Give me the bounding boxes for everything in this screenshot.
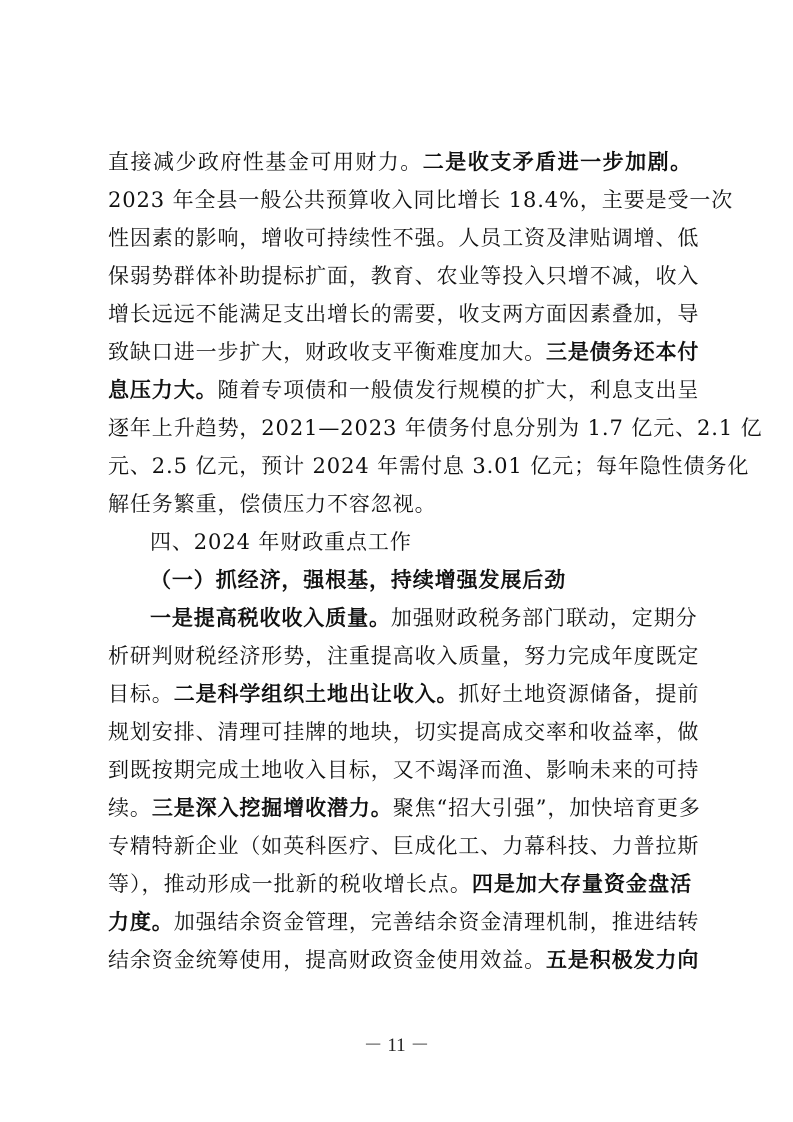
subsection-heading: （一）抓经济，强根基，持续增强发展后劲 bbox=[150, 567, 567, 592]
text-line: 增长远远不能满足支出增长的需要，收支两方面因素叠加，导 bbox=[108, 302, 700, 326]
text-line: 性因素的影响，增收可持续性不强。人员工资及津贴调增、低 bbox=[108, 226, 700, 250]
text-line: 力度。加强结余资金管理，完善结余资金清理机制，推进结转 bbox=[108, 909, 700, 934]
text-line: 到既按期完成土地收入目标，又不竭泽而渔、影响未来的可持 bbox=[108, 758, 700, 782]
text-line: 规划安排、清理可挂牌的地块，切实提高成交率和收益率，做 bbox=[108, 720, 700, 744]
text-line: 等），推动形成一批新的税收增长点。四是加大存量资金盘活 bbox=[108, 871, 692, 896]
text-line: 2023 年全县一般公共预算收入同比增长 18.4%，主要是受一次 bbox=[108, 188, 734, 212]
text-line: 保弱势群体补助提标扩面，教育、农业等投入只增不减，收入 bbox=[108, 264, 700, 288]
text-line: 续。三是深入挖掘增收潜力。聚焦“招大引强”，加快培育更多 bbox=[108, 795, 701, 820]
text-line: 专精特新企业（如英科医疗、巨成化工、力幕科技、力普拉斯 bbox=[108, 834, 700, 858]
text-line: 解任务繁重，偿债压力不容忽视。 bbox=[108, 492, 437, 516]
text-line: 析研判财税经济形势，注重提高收入质量，努力完成年度既定 bbox=[108, 644, 700, 668]
section-heading: 四、2024 年财政重点工作 bbox=[150, 530, 412, 554]
text-line: 逐年上升趋势，2021—2023 年债务付息分别为 1.7 亿元、2.1 亿 bbox=[108, 416, 763, 440]
page-number: － 11 － bbox=[363, 1035, 430, 1056]
text-line: 一是提高税收收入质量。加强财政税务部门联动，定期分 bbox=[150, 605, 698, 630]
text-line: 直接减少政府性基金可用财力。二是收支矛盾进一步加剧。 bbox=[108, 149, 692, 174]
text-line: 结余资金统筹使用，提高财政资金使用效益。五是积极发力向 bbox=[108, 947, 700, 972]
text-line: 息压力大。随着专项债和一般债发行规模的扩大，利息支出呈 bbox=[108, 377, 700, 402]
text-line: 元、2.5 亿元，预计 2024 年需付息 3.01 亿元；每年隐性债务化 bbox=[108, 454, 750, 478]
text-line: 目标。二是科学组织土地出让收入。抓好土地资源储备，提前 bbox=[108, 681, 700, 706]
text-line: 致缺口进一步扩大，财政收支平衡难度加大。三是债务还本付 bbox=[108, 339, 700, 364]
